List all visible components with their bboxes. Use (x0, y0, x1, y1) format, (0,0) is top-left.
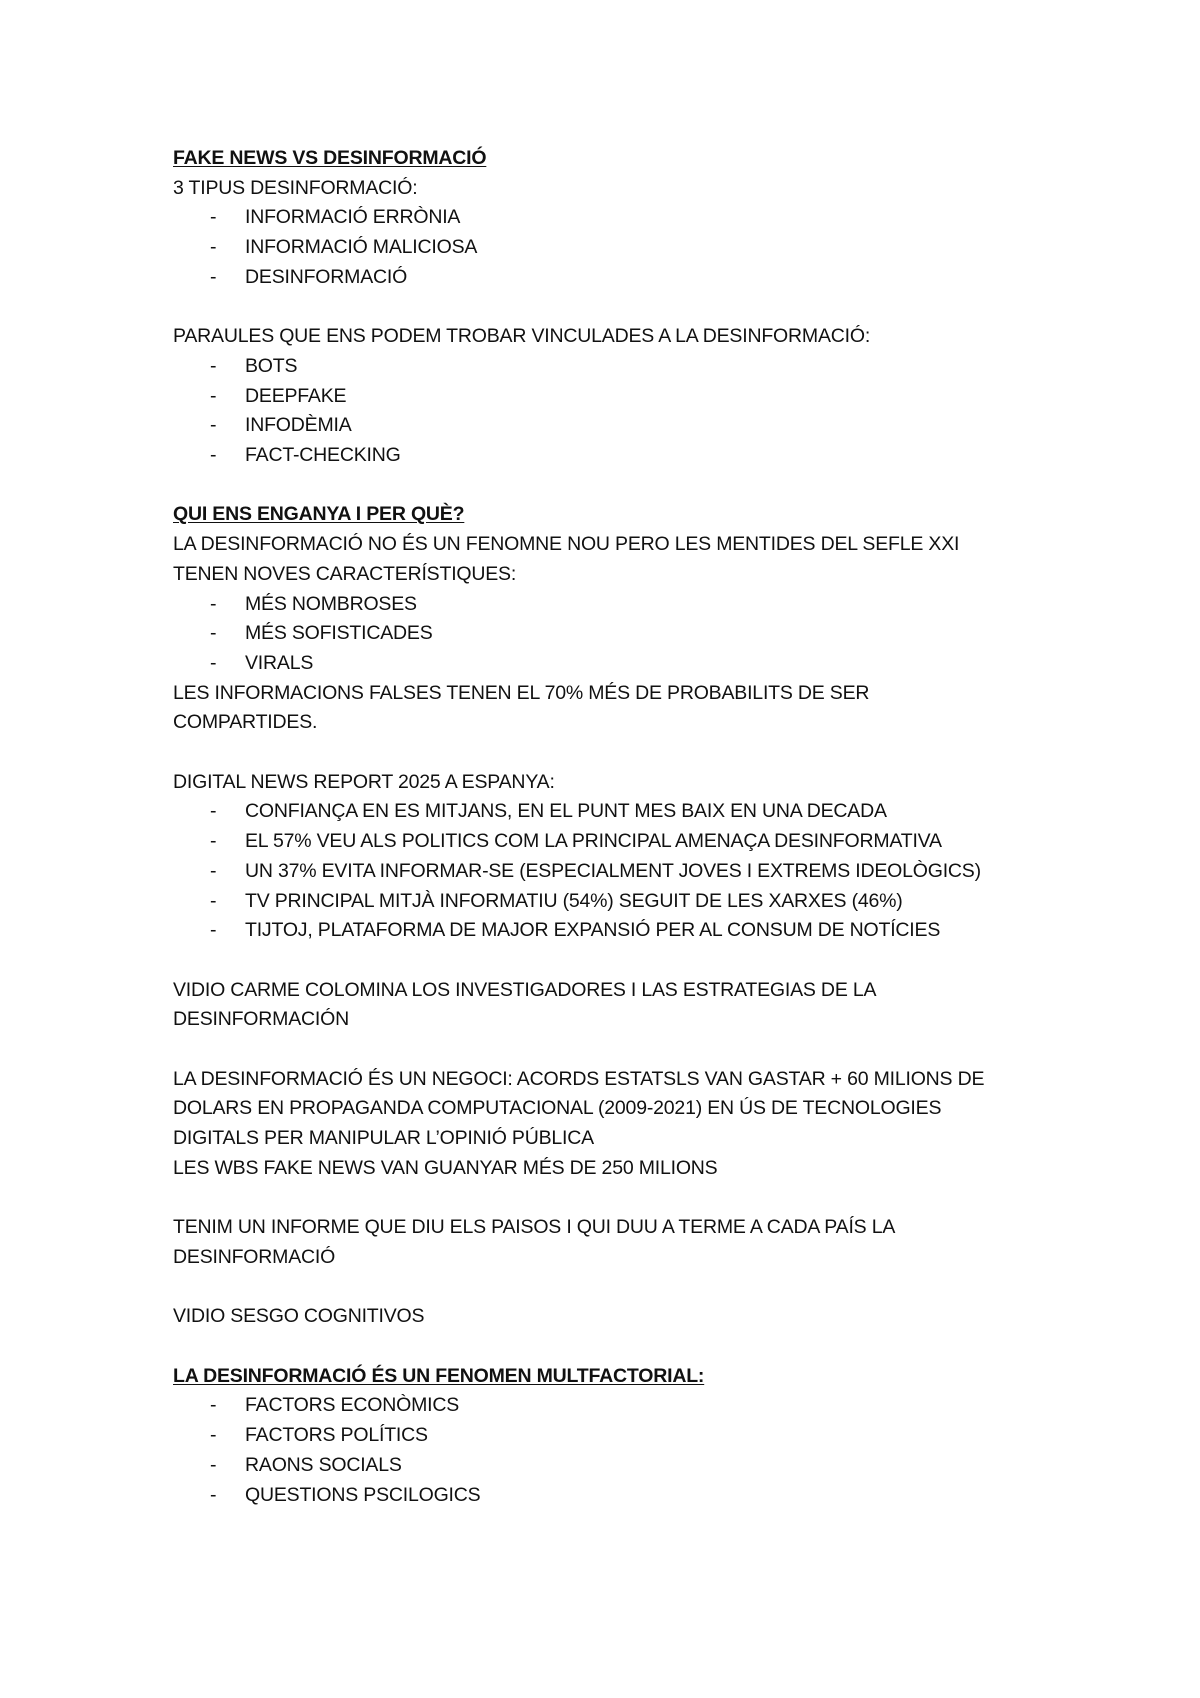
list-item (173, 1451, 1073, 1481)
bullet-dash-icon: - (210, 592, 217, 615)
bullet-dash-icon: - (210, 830, 217, 853)
list-item-text: FACT-CHECKING (245, 444, 401, 467)
paragraph-line: VIDIO CARME COLOMINA LOS INVESTIGADORES I LAS ESTRATEGIAS DE LA (173, 978, 877, 1001)
list-item-text: TV PRINCIPAL MITJÀ INFORMATIU (54%) SEGUIT DE LES XARXES (46%) (245, 889, 903, 912)
paragraph-line: DESINFORMACIÓN (173, 1008, 349, 1031)
paragraph-line: DESINFORMACIÓ (173, 1245, 336, 1268)
list-item-text: MÉS NOMBROSES (245, 592, 417, 615)
list-item-text: MÉS SOFISTICADES (245, 622, 433, 645)
list-item-text: UN 37% EVITA INFORMAR-SE (ESPECIALMENT JOVES I EXTREMS IDEOLÒGICS) (245, 859, 981, 882)
paragraph-line: VIDIO SESGO COGNITIVOS (173, 1305, 425, 1328)
blank-line (173, 1332, 1073, 1362)
bullet-dash-icon: - (210, 1483, 217, 1506)
section-heading: FAKE NEWS VS DESINFORMACIÓ (173, 147, 487, 169)
list-item-text: EL 57% VEU ALS POLITICS COM LA PRINCIPAL AMENAÇA DESINFORMATIVA (245, 830, 942, 853)
blank-line (173, 471, 1073, 501)
bullet-dash-icon: - (210, 444, 217, 467)
paragraph-line: 3 TIPUS DESINFORMACIÓ: (173, 176, 418, 199)
list-item (173, 352, 1073, 382)
paragraph-line: LES INFORMACIONS FALSES TENEN EL 70% MÉS DE PROBABILITS DE SER (173, 681, 870, 704)
list-item (173, 857, 1073, 887)
list-item-text: VIRALS (245, 651, 314, 674)
paragraph-line: LA DESINFORMACIÓ NO ÉS UN FENOMNE NOU PERO LES MENTIDES DEL SEFLE XXI (173, 533, 960, 556)
bullet-dash-icon: - (210, 622, 217, 645)
blank-line (173, 946, 1073, 976)
list-item (173, 1391, 1073, 1421)
paragraph-line: TENIM UN INFORME QUE DIU ELS PAISOS I QUI DUU A TERME A CADA PAÍS LA (173, 1216, 896, 1239)
bullet-dash-icon: - (210, 414, 217, 437)
paragraph-line: COMPARTIDES. (173, 711, 318, 734)
bullet-dash-icon: - (210, 1453, 217, 1476)
list-item-text: TIJTOJ, PLATAFORMA DE MAJOR EXPANSIÓ PER AL CONSUM DE NOTÍCIES (245, 919, 941, 942)
list-item-text: CONFIANÇA EN ES MITJANS, EN EL PUNT MES BAIX EN UNA DECADA (245, 800, 887, 823)
section-heading: QUI ENS ENGANYA I PER QUÈ? (173, 503, 465, 526)
list-item-text: DEEPFAKE (245, 384, 347, 407)
list-item (173, 590, 1073, 620)
bullet-dash-icon: - (210, 919, 217, 942)
list-item (173, 233, 1073, 263)
list-item (173, 827, 1073, 857)
blank-line (173, 1184, 1073, 1214)
list-item-text: QUESTIONS PSCILOGICS (245, 1483, 481, 1506)
paragraph-line: DIGITAL NEWS REPORT 2025 A ESPANYA: (173, 770, 555, 793)
list-item-text: INFORMACIÓ ERRÒNIA (245, 206, 461, 229)
list-item (173, 263, 1073, 293)
bullet-dash-icon: - (210, 889, 217, 912)
paragraph-line: TENEN NOVES CARACTERÍSTIQUES: (173, 562, 517, 585)
list-item (173, 619, 1073, 649)
list-item-text: RAONS SOCIALS (245, 1453, 402, 1476)
bullet-dash-icon: - (210, 800, 217, 823)
paragraph-line: LES WBS FAKE NEWS VAN GUANYAR MÉS DE 250 MILIONS (173, 1156, 718, 1179)
bullet-dash-icon: - (210, 859, 217, 882)
list-item-text: DESINFORMACIÓ (245, 265, 408, 288)
blank-line (173, 738, 1073, 768)
blank-line (173, 293, 1073, 323)
bullet-dash-icon: - (210, 384, 217, 407)
bullet-dash-icon: - (210, 1424, 217, 1447)
blank-line (173, 1273, 1073, 1303)
bullet-dash-icon: - (210, 354, 217, 377)
list-item-text: INFODÈMIA (245, 414, 352, 437)
paragraph-line: PARAULES QUE ENS PODEM TROBAR VINCULADES A LA DESINFORMACIÓ: (173, 325, 871, 348)
list-item (173, 887, 1073, 917)
paragraph-line: DOLARS EN PROPAGANDA COMPUTACIONAL (2009-2021) EN ÚS DE TECNOLOGIES (173, 1097, 942, 1120)
list-item (173, 1421, 1073, 1451)
bullet-dash-icon: - (210, 1394, 217, 1417)
bullet-dash-icon: - (210, 265, 217, 288)
list-item (173, 649, 1073, 679)
list-item (173, 916, 1073, 946)
list-item (173, 797, 1073, 827)
list-item (173, 203, 1073, 233)
list-item (173, 1481, 1073, 1511)
list-item-text: BOTS (245, 354, 298, 377)
bullet-dash-icon: - (210, 651, 217, 674)
paragraph-line: DIGITALS PER MANIPULAR L’OPINIÓ PÚBLICA (173, 1127, 594, 1150)
bullet-dash-icon: - (210, 236, 217, 259)
blank-line (173, 1035, 1073, 1065)
list-item-text: FACTORS POLÍTICS (245, 1424, 428, 1447)
document-body (173, 144, 1073, 1510)
list-item-text: FACTORS ECONÒMICS (245, 1394, 460, 1417)
list-item (173, 411, 1073, 441)
list-item-text: INFORMACIÓ MALICIOSA (245, 236, 478, 259)
section-heading: LA DESINFORMACIÓ ÉS UN FENOMEN MULTFACTORIAL: (173, 1364, 705, 1387)
list-item (173, 441, 1073, 471)
list-item (173, 382, 1073, 412)
bullet-dash-icon: - (210, 206, 217, 229)
paragraph-line: LA DESINFORMACIÓ ÉS UN NEGOCI: ACORDS ESTATSLS VAN GASTAR + 60 MILIONS DE (173, 1067, 985, 1090)
